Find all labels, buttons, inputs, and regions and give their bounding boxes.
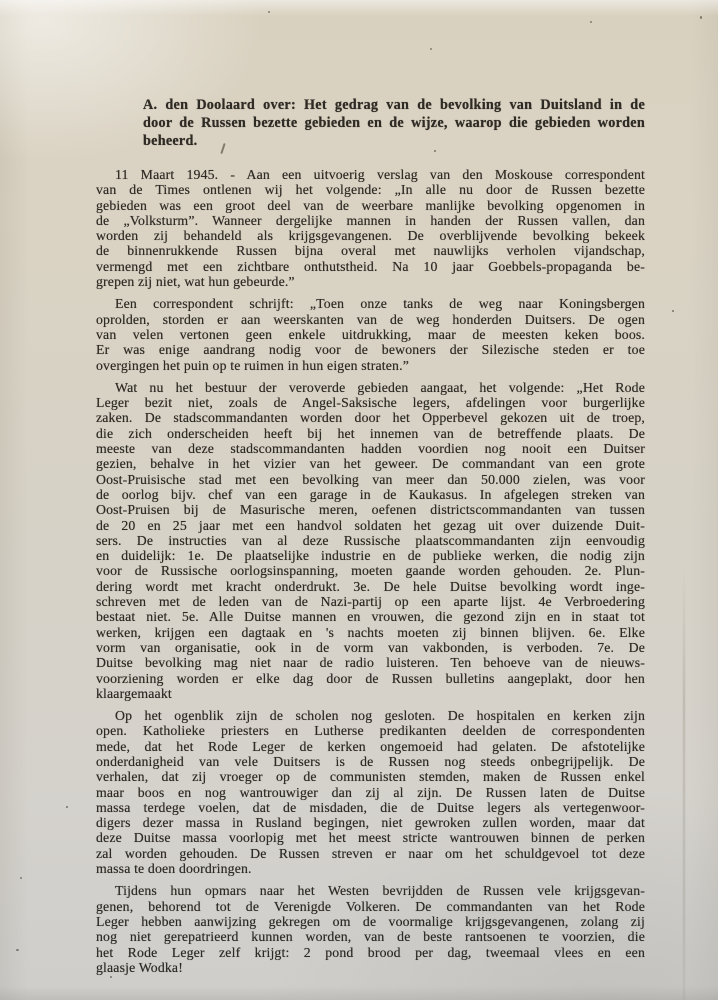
paper-speck <box>430 48 432 50</box>
text-line: gezien, behalve in het vizier van het geweer. De commandant van een grote <box>96 456 645 472</box>
text-line: Duitse bevolking mag niet naar de radio luisteren. Ten behoeve van de nieuws- <box>96 655 645 671</box>
text-line: zaken. De stadscommandanten worden door het Opperbevel gekozen uit de troep, <box>96 410 645 426</box>
text-line: van velen vertonen geen enkele uitdrukking, maar de meesten keken boos. <box>96 326 645 342</box>
text-line: die zich onderscheiden heeft bij het innemen van de betreffende plaats. De <box>96 425 645 441</box>
paper-speck <box>110 976 112 978</box>
text-line: dering wordt met kracht onderdrukt. 3e. De hele Duitse bevolking wordt inge- <box>96 578 645 594</box>
text-line: 11 Maart 1945. - Aan een uitvoerig verslag van den Moskouse correspondent <box>115 167 645 182</box>
text-line: het Rode Leger zelf krijgt: 2 pond brood per dag, tweemaal vlees en een <box>96 944 645 960</box>
paper-speck <box>590 21 592 23</box>
paper-speck <box>268 11 270 13</box>
text-line: deze Duitse massa voorlopig met het meest stricte wantrouwen binnen de perken <box>96 830 645 846</box>
paragraph <box>96 380 645 701</box>
text-line: beheerd. <box>143 133 198 149</box>
paper-speck <box>672 310 674 312</box>
text-line: genen, behorend tot de Verenigde Volkeren. De commandanten van het Rode <box>96 898 645 914</box>
paper-speck <box>20 877 22 879</box>
text-line: Een correspondent schrijft: „Toen onze tanks de weg naar Koningsbergen <box>115 296 645 312</box>
text-line: digers dezer massa in Rusland begingen, niet gewroken zullen worden, maar dat <box>96 815 645 831</box>
text-line: Leger hebben aanwijzing gekregen om de voormalige krijgsgevangenen, zolang zij <box>96 913 645 929</box>
paper-speck <box>434 150 436 152</box>
text-line: van de Times ontlenen wij het volgende: „In alle nu door de Russen bezette <box>96 182 645 198</box>
text-line: Er was enige aandrang nodig voor de bewoners der Silezische steden er toe <box>96 342 645 358</box>
text-line: maar boos en nog wantrouwiger dan zij al zijn. De Russen laten de Duitse <box>96 784 645 800</box>
document-heading <box>96 96 645 150</box>
paper-speck <box>16 949 19 951</box>
text-line: onderdanigheid van vele Duitsers is de Russen nog steeds onbegrijpelijk. De <box>96 753 645 769</box>
text-line: vermengd met een zichtbare onthutstheid. Na 10 jaar Goebbels-propaganda be- <box>96 258 645 274</box>
text-line: sers. De instructies van al deze Russische plaatscommandanten zijn eenvoudig <box>96 532 645 548</box>
text-line: grepen zij niet, wat hun gebeurde.” <box>96 274 295 290</box>
text-line: door de Russen bezette gebieden en de wijze, waarop die gebieden worden <box>143 115 645 131</box>
text-line: vorm van organisatie, ook in de vorm van vakbonden, is verboden. 7e. De <box>96 639 645 655</box>
text-line: verhalen, dat zij vroeger op de communisten stemden, maken de Russen enkel <box>96 769 645 785</box>
text-line: meeste van deze stadscommandanten hadden voordien nog nooit een Duitser <box>96 441 645 457</box>
document-text <box>96 96 645 982</box>
paper-speck <box>66 806 68 808</box>
text-line: voor de Russische oorlogsinspanning, moeten gaande worden gehouden. 2e. Plun- <box>96 563 645 579</box>
text-line: Leger bezit niet, zoals de Angel-Saksische legers, afdelingen voor burgerlijke <box>96 395 645 411</box>
text-line: werken, krijgen een dagtaak en 's nachts moeten zij binnen blijven. 6e. Elke <box>96 624 645 640</box>
text-line: nog niet gerepatrieerd kunnen worden, van de beste rantsoenen te voorzien, die <box>96 929 645 945</box>
text-line: de 20 en 25 jaar met een handvol soldaten het gezag uit over duizende Duit- <box>96 517 645 533</box>
text-line: A. den Doolaard over: Het gedrag van de bevolking van Duitsland in de <box>143 97 645 113</box>
text-line: bestaat niet. 5e. Alle Duitse mannen en vrouwen, die gezond zijn en in staat tot <box>96 609 645 625</box>
text-line: en duidelijk: 1e. De plaatselijke industrie en de publieke werken, die nodig zijn <box>96 548 645 564</box>
paper-speck <box>700 16 702 19</box>
paragraph <box>96 167 645 289</box>
paragraph <box>96 296 645 372</box>
text-line: Oost-Pruisen bij de Masurische meren, oefenen districtscommandanten van tussen <box>96 502 645 518</box>
text-line: Oost-Pruisische stad met een bevolking van meer dan 50.000 zielen, was voor <box>96 471 645 487</box>
text-line: massa terdege voelen, dat de misdaden, die de Duitse legers als vertegenwoor- <box>96 799 645 815</box>
text-line: Op het ogenblik zijn de scholen nog gesloten. De hospitalen en kerken zijn <box>115 708 645 724</box>
paper-crease <box>683 570 685 1000</box>
text-line: voorziening worden er elke dag door de Russen bulletins aangeplakt, door hen <box>96 670 645 686</box>
text-line: schreven met de leden van de Nazi-partij op een aparte lijst. 4e Verbroedering <box>96 594 645 610</box>
text-line: oprolden, storden er aan weerskanten van de weg honderden Duitsers. De ogen <box>96 311 645 327</box>
paragraph <box>96 883 645 975</box>
text-line: Tijdens hun opmars naar het Westen bevrijdden de Russen vele krijgsgevan- <box>115 883 645 899</box>
text-line: de binnenrukkende Russen bijna overal met nauwlijks verholen vijandschap, <box>96 243 645 259</box>
text-line: Wat nu het bestuur der veroverde gebieden aangaat, het volgende: „Het Rode <box>115 379 645 395</box>
text-line: overgingen het puin op te ruimen in hun eigen straten.” <box>96 357 409 373</box>
text-line: glaasje Wodka! <box>96 959 183 975</box>
text-line: mede, dat het Rode Leger de kerken ongemoeid had gelaten. De afstotelijke <box>96 738 645 754</box>
text-line: de oorlog bijv. chef van een garage in de Kaukasus. In afgelegen streken van <box>96 486 645 502</box>
paragraph <box>96 708 645 876</box>
text-line: massa te doen doordringen. <box>96 861 252 877</box>
text-line: open. Katholieke priesters en Lutherse predikanten deelden de correspondenten <box>96 723 645 739</box>
text-line: klaargemaakt <box>96 685 172 701</box>
text-line: gebieden was een groot deel van de weerbare manlijke bevolking opgenomen in <box>96 197 645 213</box>
text-line: de „Volksturm”. Wanneer dergelijke mannen in handen der Russen vallen, dan <box>96 212 645 228</box>
text-line: zal worden gehouden. De Russen streven er naar om het schuldgevoel tot deze <box>96 845 645 861</box>
text-line: worden zij behandeld als krijgsgevangenen. De overblijvende bevolking bekeek <box>96 228 645 244</box>
